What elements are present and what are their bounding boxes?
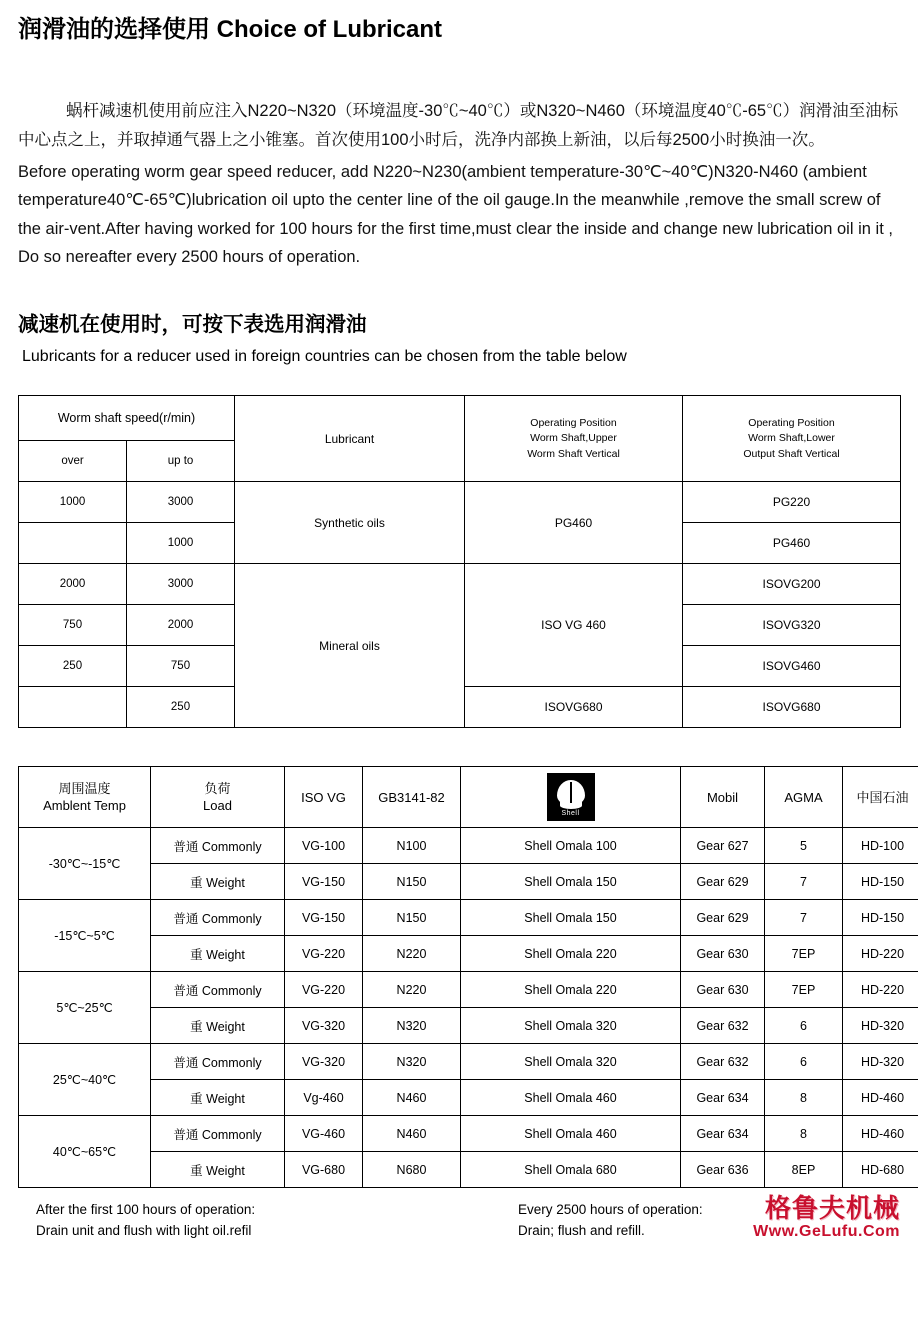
cell-load: 普通 Commonly [151,1044,285,1080]
table-row [19,828,918,864]
header-iso-vg: ISO VG [285,767,363,828]
header-load-cn: 负荷 [204,781,230,796]
lubricant-brand-table [18,766,918,1188]
cell-iso-vg: Vg-460 [285,1080,363,1116]
cell-iso-vg: VG-220 [285,972,363,1008]
cell-cnpc: HD-460 [843,1116,918,1152]
header-gb3141: GB3141-82 [363,767,461,828]
cell-gb: N220 [363,972,461,1008]
table-row [19,396,901,441]
cell-gb: N460 [363,1080,461,1116]
cell-shell: Shell Omala 460 [461,1080,681,1116]
footer-right-line1: Every 2500 hours of operation: [518,1200,703,1220]
cell-up-to: 250 [127,687,235,728]
cell-mobil: Gear 632 [681,1008,765,1044]
cell-temp-range: -30℃~-15℃ [19,828,151,900]
cell-agma: 8 [765,1116,843,1152]
cell-lower: ISOVG680 [683,687,901,728]
table-row [19,900,918,936]
table-row [19,1008,918,1044]
cell-cnpc: HD-150 [843,864,918,900]
cell-agma: 7 [765,864,843,900]
header-ambient-temp-cn: 周围温度 [58,781,110,796]
header-agma: AGMA [765,767,843,828]
cell-gb: N220 [363,936,461,972]
cell-iso-vg: VG-220 [285,936,363,972]
cell-agma: 7EP [765,936,843,972]
cell-shell: Shell Omala 460 [461,1116,681,1152]
cell-shell: Shell Omala 320 [461,1008,681,1044]
cell-shell: Shell Omala 150 [461,900,681,936]
cell-mobil: Gear 634 [681,1116,765,1152]
cell-iso-vg: VG-150 [285,900,363,936]
cell-mobil: Gear 629 [681,864,765,900]
cell-agma: 6 [765,1044,843,1080]
cell-iso-vg: VG-320 [285,1044,363,1080]
cell-shell: Shell Omala 100 [461,828,681,864]
header-ambient-temp-en: Amblent Temp [43,798,126,813]
cell-lower: ISOVG320 [683,605,901,646]
cell-agma: 5 [765,828,843,864]
pos-lower-line2: Worm Shaft,Lower [748,432,835,444]
cell-cnpc: HD-680 [843,1152,918,1188]
cell-load: 重 Weight [151,1008,285,1044]
section-title-english: Lubricants for a reducer used in foreign countries can be chosen from the table below [22,345,900,369]
paragraph-chinese: 蜗杆减速机使用前应注入N220~N320（环境温度-30℃~40℃）或N320~N460（环境温度40℃-65℃）润滑油至油标中心点之上，并取掉通气器上之小锥塞。首次使用100小时后，洗净内部换上新油，以后每2500小时换油一次。 [18,97,900,154]
cell-over: 250 [19,646,127,687]
shell-logo-icon [547,773,595,821]
cell-mobil: Gear 627 [681,828,765,864]
cell-temp-range: -15℃~5℃ [19,900,151,972]
cell-up-to: 2000 [127,605,235,646]
header-position-lower [683,396,901,482]
header-speed-title: Worm shaft speed(r/min) [19,396,235,441]
intro-paragraphs [18,97,900,271]
worm-shaft-speed-table [18,395,901,728]
pos-lower-line3: Output Shaft Vertical [743,448,839,460]
pos-upper-line3: Worm Shaft Vertical [527,448,620,460]
cell-temp-range: 40℃~65℃ [19,1116,151,1188]
cell-over: 750 [19,605,127,646]
cell-up-to: 3000 [127,482,235,523]
cell-mobil: Gear 629 [681,900,765,936]
cell-load: 普通 Commonly [151,828,285,864]
cell-cnpc: HD-320 [843,1008,918,1044]
cell-agma: 8 [765,1080,843,1116]
cell-lower: ISOVG200 [683,564,901,605]
header-shell [461,767,681,828]
cell-up-to: 3000 [127,564,235,605]
cell-gb: N320 [363,1044,461,1080]
table-row [19,1116,918,1152]
cell-over: 2000 [19,564,127,605]
cell-shell: Shell Omala 320 [461,1044,681,1080]
cell-lubricant-mineral: Mineral oils [235,564,465,728]
cell-gb: N150 [363,864,461,900]
section-title-chinese: 减速机在使用时，可按下表选用润滑油 [18,307,900,337]
cell-load: 普通 Commonly [151,900,285,936]
cell-load: 重 Weight [151,1152,285,1188]
cell-upper: ISOVG680 [465,687,683,728]
cell-gb: N460 [363,1116,461,1152]
header-load [151,767,285,828]
pos-upper-line2: Worm Shaft,Upper [530,432,617,444]
cell-gb: N320 [363,1008,461,1044]
footer-note-right [518,1200,703,1241]
cell-over [19,687,127,728]
cell-temp-range: 5℃~25℃ [19,972,151,1044]
watermark [753,1194,900,1240]
footer-note-left [36,1200,255,1241]
cell-iso-vg: VG-150 [285,864,363,900]
footer-left-line2: Drain unit and flush with light oil.refil [36,1221,255,1241]
cell-load: 普通 Commonly [151,1116,285,1152]
document-page [0,14,918,1338]
cell-cnpc: HD-320 [843,1044,918,1080]
cell-shell: Shell Omala 150 [461,864,681,900]
table-row [19,564,901,605]
header-petrochina: 中国石油 [843,767,918,828]
cell-mobil: Gear 632 [681,1044,765,1080]
cell-gb: N150 [363,900,461,936]
cell-shell: Shell Omala 220 [461,936,681,972]
header-up-to: up to [127,441,235,482]
cell-lower: PG460 [683,523,901,564]
cell-load: 重 Weight [151,864,285,900]
cell-agma: 6 [765,1008,843,1044]
cell-temp-range: 25℃~40℃ [19,1044,151,1116]
table-row [19,1080,918,1116]
table-row [19,864,918,900]
watermark-chinese: 格鲁夫机械 [753,1194,900,1223]
header-mobil: Mobil [681,767,765,828]
cell-mobil: Gear 630 [681,936,765,972]
header-lubricant: Lubricant [235,396,465,482]
cell-shell: Shell Omala 680 [461,1152,681,1188]
cell-cnpc: HD-460 [843,1080,918,1116]
footer-right-line2: Drain; flush and refill. [518,1221,703,1241]
cell-gb: N100 [363,828,461,864]
cell-agma: 8EP [765,1152,843,1188]
cell-agma: 7 [765,900,843,936]
table-row [19,1044,918,1080]
cell-upper-isovg460: ISO VG 460 [465,564,683,687]
cell-upper-pg460: PG460 [465,482,683,564]
header-ambient-temp [19,767,151,828]
table-row [19,482,901,523]
cell-lower: ISOVG460 [683,646,901,687]
watermark-url: Www.GeLufu.Com [753,1223,900,1241]
cell-lower: PG220 [683,482,901,523]
cell-load: 重 Weight [151,936,285,972]
cell-lubricant-synthetic: Synthetic oils [235,482,465,564]
header-over: over [19,441,127,482]
cell-up-to: 1000 [127,523,235,564]
table-header-row [19,767,918,828]
footer-left-line1: After the first 100 hours of operation: [36,1200,255,1220]
cell-load: 重 Weight [151,1080,285,1116]
cell-gb: N680 [363,1152,461,1188]
cell-over: 1000 [19,482,127,523]
cell-over [19,523,127,564]
cell-iso-vg: VG-100 [285,828,363,864]
table-row [19,1152,918,1188]
header-position-upper [465,396,683,482]
cell-shell: Shell Omala 220 [461,972,681,1008]
cell-iso-vg: VG-460 [285,1116,363,1152]
paragraph-english: Before operating worm gear speed reducer, add N220~N230(ambient temperature-30℃~40℃)N320-N460 (ambient temperature40℃-65℃)lubrication oil upto the center line of the oil gauge.In the meanwhile ,remove the small screw of the air-vent.After having worked for 100 hours for the first time,must clear the inside and change new lubrication oil in it , Do so nereafter every 2500 hours of operation. [18,158,900,272]
pos-lower-line1: Operating Position [748,417,834,429]
page-title: 润滑油的选择使用 Choice of Lubricant [18,14,900,45]
table-row [19,936,918,972]
cell-mobil: Gear 636 [681,1152,765,1188]
cell-agma: 7EP [765,972,843,1008]
header-load-en: Load [203,798,232,813]
shell-logo-text: Shell [547,809,595,818]
cell-cnpc: HD-220 [843,972,918,1008]
cell-cnpc: HD-150 [843,900,918,936]
table-row [19,972,918,1008]
cell-mobil: Gear 630 [681,972,765,1008]
pos-upper-line1: Operating Position [530,417,616,429]
cell-cnpc: HD-220 [843,936,918,972]
cell-iso-vg: VG-320 [285,1008,363,1044]
cell-up-to: 750 [127,646,235,687]
cell-iso-vg: VG-680 [285,1152,363,1188]
cell-load: 普通 Commonly [151,972,285,1008]
cell-mobil: Gear 634 [681,1080,765,1116]
cell-cnpc: HD-100 [843,828,918,864]
